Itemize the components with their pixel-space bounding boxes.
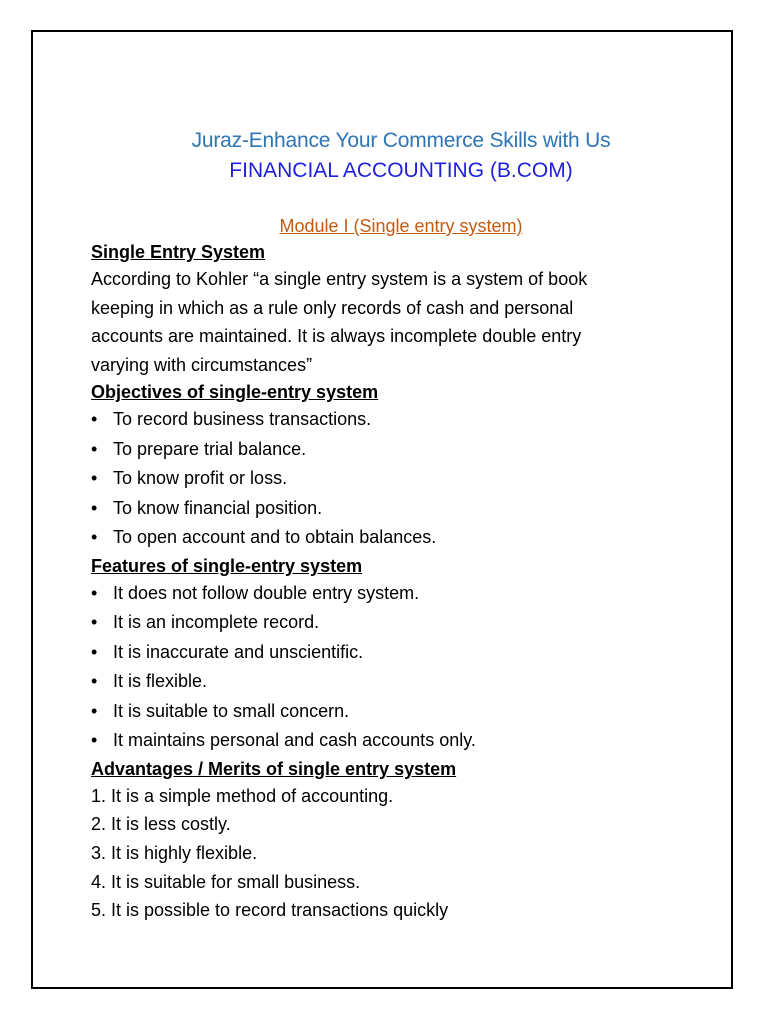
- list-item: • It maintains personal and cash accounts only.: [91, 726, 711, 756]
- list-item: 4. It is suitable for small business.: [91, 871, 361, 892]
- bullet-icon: •: [91, 700, 98, 721]
- list-item: • To record business transactions.: [91, 405, 711, 435]
- document-page: [31, 30, 733, 989]
- definition-line: According to Kohler “a single entry system is a system of book: [91, 269, 588, 289]
- list-item: • It is an incomplete record.: [91, 608, 711, 638]
- list-item: • To prepare trial balance.: [91, 435, 711, 465]
- objectives-list: [91, 405, 711, 553]
- list-item: • It is flexible.: [91, 667, 711, 697]
- advantages-heading: Advantages / Merits of single entry system: [91, 758, 457, 779]
- bullet-icon: •: [91, 612, 98, 633]
- advantages-list: [91, 782, 711, 925]
- list-item: • It is inaccurate and unscientific.: [91, 638, 711, 668]
- bullet-icon: •: [91, 438, 98, 459]
- list-item: • To open account and to obtain balances.: [91, 523, 711, 553]
- bullet-icon: •: [91, 730, 98, 751]
- objectives-heading: Objectives of single-entry system: [91, 382, 379, 403]
- list-item: • It does not follow double entry system.: [91, 579, 711, 609]
- list-item: 3. It is highly flexible.: [91, 843, 258, 864]
- bullet-icon: •: [91, 582, 98, 603]
- list-item: • It is suitable to small concern.: [91, 697, 711, 727]
- bullet-icon: •: [91, 641, 98, 662]
- definition-paragraph: [91, 265, 711, 379]
- definition-line: varying with circumstances”: [91, 354, 313, 375]
- features-heading: Features of single-entry system: [91, 555, 363, 576]
- list-item: 1. It is a simple method of accounting.: [91, 785, 394, 806]
- bullet-icon: •: [91, 409, 98, 430]
- definition-heading: Single Entry System: [91, 242, 266, 262]
- course-title: FINANCIAL ACCOUNTING (B.COM): [229, 159, 573, 182]
- bullet-icon: •: [91, 671, 98, 692]
- list-item: 5. It is possible to record transactions quickly: [91, 900, 449, 921]
- list-item: 2. It is less costly.: [91, 814, 231, 835]
- document-content: [91, 126, 711, 925]
- list-item: • To know profit or loss.: [91, 464, 711, 494]
- definition-line: accounts are maintained. It is always incomplete double entry: [91, 326, 582, 347]
- features-list: [91, 579, 711, 756]
- bullet-icon: •: [91, 497, 98, 518]
- list-item: • To know financial position.: [91, 494, 711, 524]
- bullet-icon: •: [91, 468, 98, 489]
- module-title: Module I (Single entry system): [279, 216, 523, 236]
- brand-title: Juraz-Enhance Your Commerce Skills with Us: [191, 129, 611, 152]
- bullet-icon: •: [91, 527, 98, 548]
- definition-line: keeping in which as a rule only records of cash and personal: [91, 297, 574, 318]
